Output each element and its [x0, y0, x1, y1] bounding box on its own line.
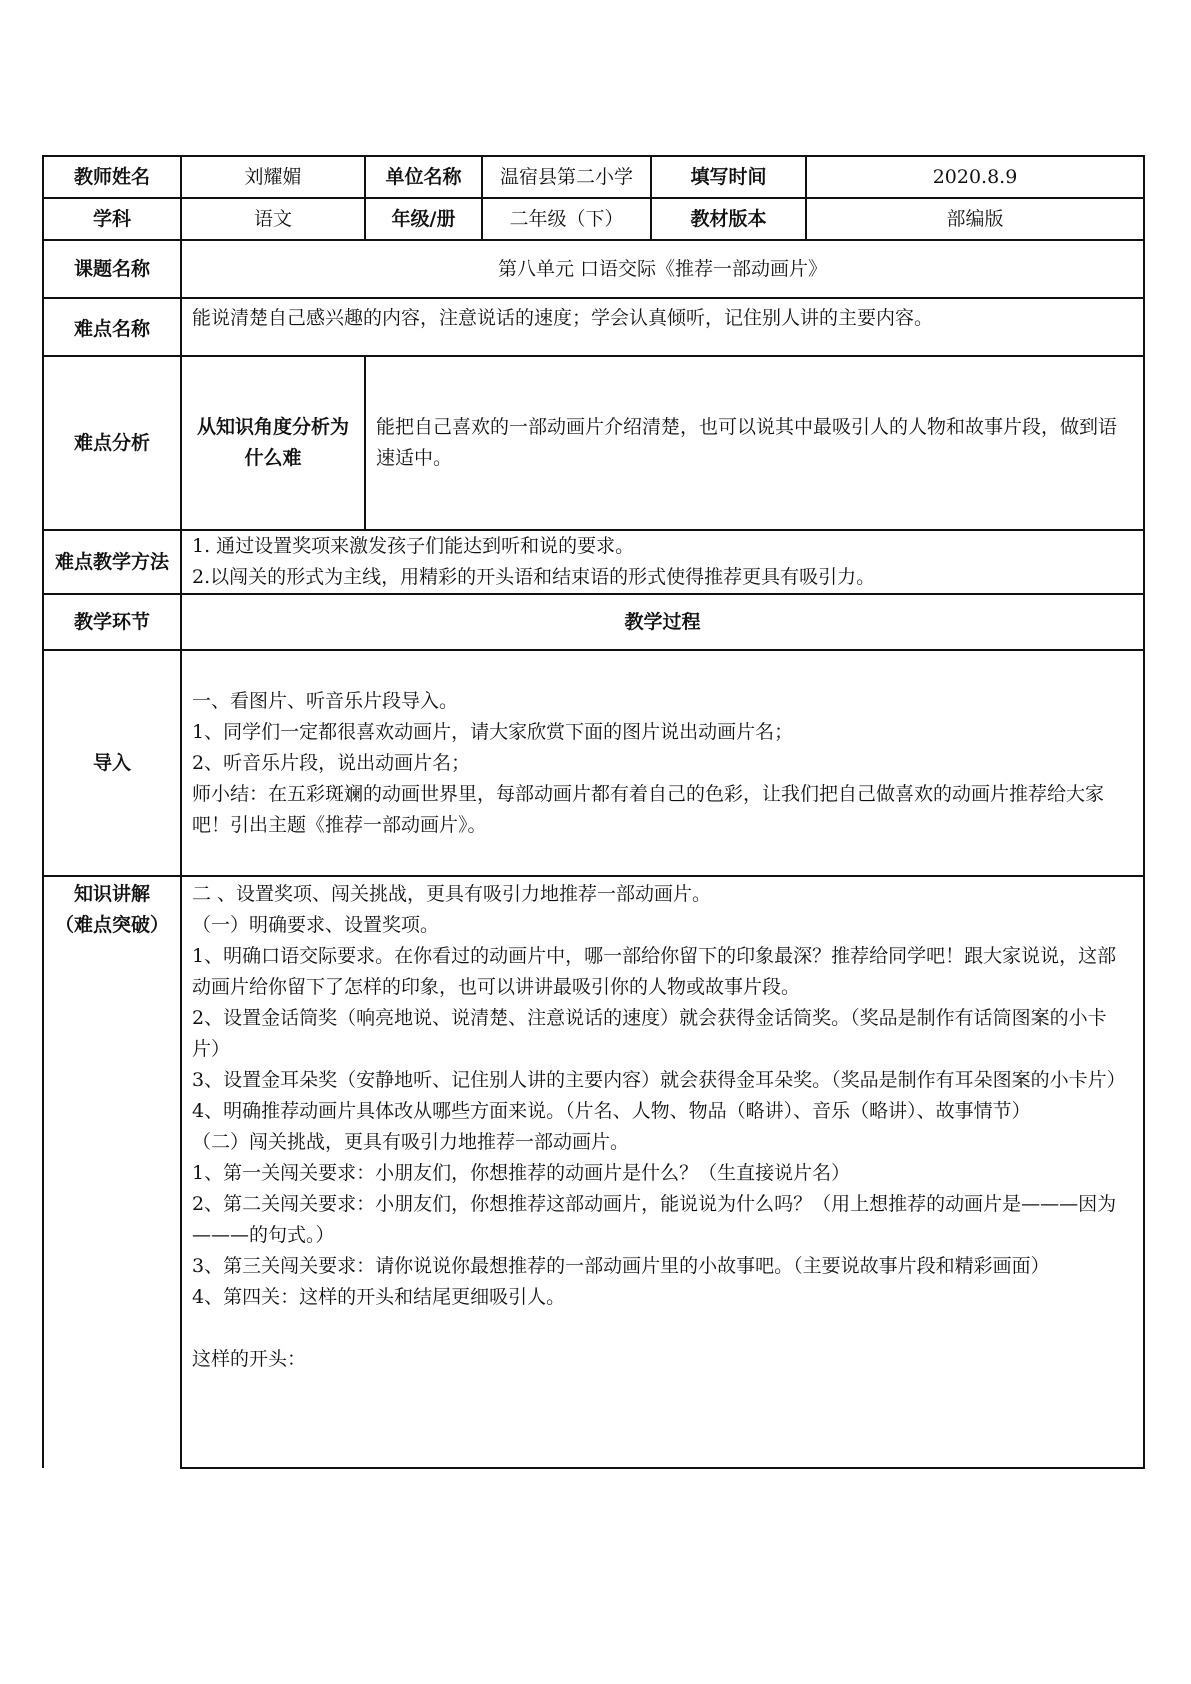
analysis-label: 难点分析 — [43, 356, 181, 530]
intro-line-2: 1、同学们一定都很喜欢动画片，请大家欣赏下面的图片说出动画片名； — [192, 720, 794, 743]
intro-line-1: 一、看图片、听音乐片段导入。 — [192, 689, 459, 712]
knowledge-line-6: 4、明确推荐动画片具体改从哪些方面来说。（片名、人物、物品（略讲）、音乐（略讲）、故事情节） — [192, 1100, 1031, 1122]
knowledge-line-8: 1、第一关闯关要求：小朋友们，你想推荐的动画片是什么？（生直接说片名） — [192, 1162, 851, 1184]
lesson-plan-sheet — [42, 155, 1143, 1469]
topic-row — [43, 240, 1144, 298]
intro-row — [43, 650, 1144, 876]
knowledge-label — [43, 876, 181, 1468]
edition-label: 教材版本 — [651, 198, 806, 240]
unit-label: 单位名称 — [365, 156, 482, 198]
difficulty-row — [43, 298, 1144, 356]
intro-line-3: 2、听音乐片段，说出动画片名； — [192, 751, 471, 774]
unit-name: 温宿县第二小学 — [482, 156, 651, 198]
method-line-1: 1. 通过设置奖项来激发孩子们能达到听和说的要求。 — [192, 535, 635, 557]
teacher-label: 教师姓名 — [43, 156, 181, 198]
knowledge-line-11: 4、第四关：这样的开头和结尾更细吸引人。 — [192, 1286, 566, 1308]
subject-value: 语文 — [181, 198, 365, 240]
edition-value: 部编版 — [806, 198, 1144, 240]
process-header-row — [43, 594, 1144, 650]
intro-line-4: 师小结：在五彩斑斓的动画世界里，每部动画片都有着自己的色彩，让我们把自己做喜欢的动画片推荐给大家吧！引出主题《推荐一部动画片》。 — [192, 782, 1105, 836]
knowledge-line-7: （二）闯关挑战，更具有吸引力地推荐一部动画片。 — [192, 1131, 630, 1153]
header-row-1 — [43, 156, 1144, 198]
method-line-2: 2.以闯关的形式为主线，用精彩的开头语和结束语的形式使得推荐更具有吸引力。 — [192, 566, 876, 588]
knowledge-line-2: （一）明确要求、设置奖项。 — [192, 914, 440, 936]
knowledge-label-line-2: （难点突破） — [54, 914, 169, 936]
method-row — [43, 530, 1144, 594]
analysis-row — [43, 356, 1144, 530]
knowledge-line-1: 二 、设置奖项、闯关挑战，更具有吸引力地推荐一部动画片。 — [192, 883, 712, 905]
header-row-2 — [43, 198, 1144, 240]
grade-value: 二年级（下） — [482, 198, 651, 240]
knowledge-line-blank — [192, 1313, 1133, 1344]
knowledge-line-13: 这样的开头： — [192, 1348, 307, 1370]
teacher-name: 刘耀媚 — [181, 156, 365, 198]
difficulty-label: 难点名称 — [43, 298, 181, 356]
lesson-plan-table — [42, 155, 1145, 1469]
knowledge-line-5: 3、设置金耳朵奖（安静地听、记住别人讲的主要内容）就会获得金耳朵奖。（奖品是制作有耳朵图案的小卡片） — [192, 1069, 1126, 1091]
grade-label: 年级/册 — [365, 198, 482, 240]
topic-value: 第八单元 口语交际《推荐一部动画片》 — [181, 240, 1144, 298]
knowledge-line-3: 1、明确口语交际要求。在你看过的动画片中，哪一部给你留下的印象最深？推荐给同学吧！跟大家说说，这部动画片给你留下了怎样的印象，也可以讲讲最吸引你的人物或故事片段。 — [192, 945, 1117, 998]
date-value: 2020.8.9 — [806, 156, 1144, 198]
knowledge-row — [43, 876, 1144, 1468]
method-content — [181, 530, 1144, 594]
stage-label: 教学环节 — [43, 594, 181, 650]
knowledge-line-9: 2、第二关闯关要求：小朋友们，你想推荐这部动画片，能说说为什么吗？（用上想推荐的动画片是———因为———的句式。） — [192, 1193, 1117, 1246]
intro-label: 导入 — [43, 650, 181, 876]
knowledge-line-10: 3、第三关闯关要求：请你说说你最想推荐的一部动画片里的小故事吧。（主要说故事片段和精彩画面） — [192, 1255, 1050, 1277]
analysis-value: 能把自己喜欢的一部动画片介绍清楚，也可以说其中最吸引人的人物和故事片段，做到语速适中。 — [365, 356, 1144, 530]
topic-label: 课题名称 — [43, 240, 181, 298]
subject-label: 学科 — [43, 198, 181, 240]
knowledge-line-4: 2、设置金话筒奖（响亮地说、说清楚、注意说话的速度）就会获得金话筒奖。（奖品是制作有话筒图案的小卡片） — [192, 1007, 1107, 1060]
date-label: 填写时间 — [651, 156, 806, 198]
difficulty-value: 能说清楚自己感兴趣的内容，注意说话的速度；学会认真倾听，记住别人讲的主要内容。 — [181, 298, 1144, 356]
knowledge-content — [181, 876, 1144, 1468]
analysis-sub-label: 从知识角度分析为什么难 — [181, 356, 365, 530]
method-label: 难点教学方法 — [43, 530, 181, 594]
process-label: 教学过程 — [181, 594, 1144, 650]
knowledge-label-line-1: 知识讲解 — [73, 883, 150, 905]
intro-content — [181, 650, 1144, 876]
